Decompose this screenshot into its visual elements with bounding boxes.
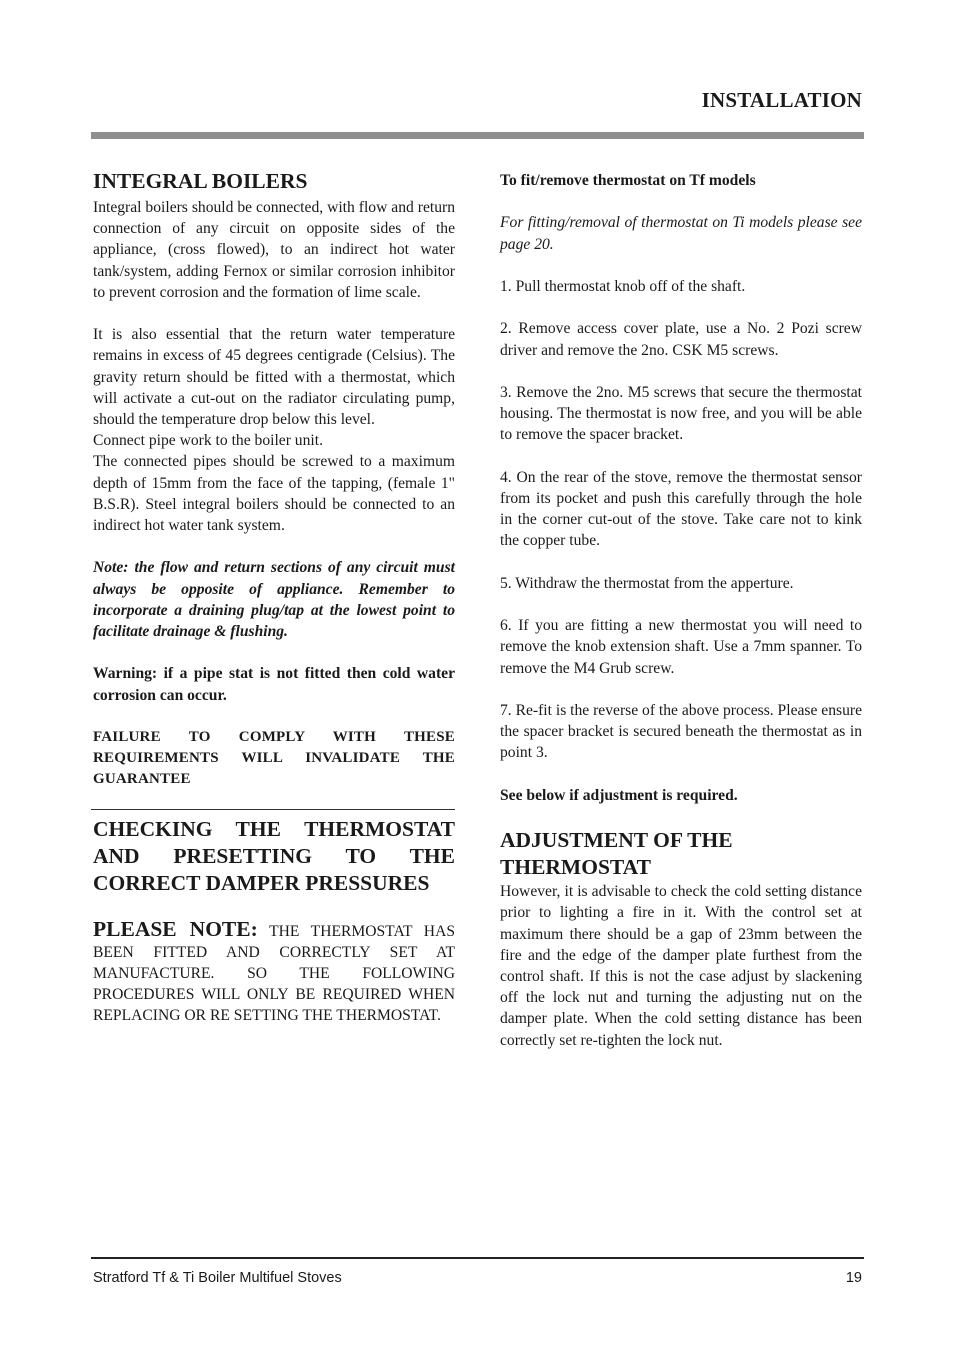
step-4: 4. On the rear of the stove, remove the thermostat sensor from its pocket and push this carefully through the hole in the corner cut-out of the stove. Take care not to kink the copper tube. xyxy=(500,468,862,550)
page-number: 19 xyxy=(845,1270,862,1286)
header-rule xyxy=(91,132,864,139)
integral-paragraph-1: Integral boilers should be connected, with flow and return connection of any circuit on opposite sides of the appliance, (cross flowed), to an indirect hot water tank/system, adding Fernox or similar corrosion inhibitor to prevent corrosion and the formation of lime scale. xyxy=(93,199,455,301)
adjustment-heading-line-1: ADJUSTMENT OF THE xyxy=(500,828,733,853)
adjustment-heading-line-2: THERMOSTAT xyxy=(500,855,651,880)
integral-paragraph-4: The connected pipes should be screwed to a maximum depth of 15mm from the face of the tapping, (female 1" B.S.R). Steel integral boilers should be connected to an indirect hot water tank system. xyxy=(93,453,455,535)
step-6: 6. If you are fitting a new thermostat you will need to remove the knob extension shaft. Use a 7mm spanner. To remove the M4 Grub screw. xyxy=(500,617,862,677)
fit-remove-heading: To fit/remove thermostat on Tf models xyxy=(500,172,756,189)
integral-boilers-heading: INTEGRAL BOILERS xyxy=(93,169,308,193)
see-below-note: See below if adjustment is required. xyxy=(500,786,738,804)
guarantee-warning: FAILURE TO COMPLY WITH THESE REQUIREMENTS WILL INVALIDATE THE GUARANTEE xyxy=(93,729,455,788)
please-note-label: PLEASE NOTE: xyxy=(93,916,258,941)
please-note-paragraph xyxy=(93,916,455,1026)
step-5: 5. Withdraw the thermostat from the apperture. xyxy=(500,574,794,592)
step-1: 1. Pull thermostat knob off of the shaft. xyxy=(500,277,746,295)
left-column xyxy=(93,168,455,1026)
adjustment-paragraph: However, it is advisable to check the cold setting distance prior to lighting a fire in it. With the control set at maximum there should be a gap of 23mm between the fire and the edge of the damper plate furthest from the control shaft. If this is not the case adjust by slackening off the lock nut and turning the adjusting nut on the damper plate. When the cold setting distance has been correctly set re-tighten the lock nut. xyxy=(500,883,862,1049)
step-2: 2. Remove access cover plate, use a No. 2 Pozi screw driver and remove the 2no. CSK M5 screws. xyxy=(500,320,862,359)
page-section-title: INSTALLATION xyxy=(701,88,862,112)
please-note-text: THE THERMOSTAT HAS BEEN FITTED AND CORRECTLY SET AT MANUFACTURE. SO THE FOLLOWING PROCEDURES WILL ONLY BE REQUIRED WHEN REPLACING OR RE SETTING THE THERMOSTAT. xyxy=(93,922,455,1024)
step-7: 7. Re-fit is the reverse of the above process. Please ensure the spacer bracket is secured beneath the thermostat as in point 3. xyxy=(500,701,862,762)
footer-rule xyxy=(91,1257,864,1259)
footer-document-title: Stratford Tf & Ti Boiler Multifuel Stoves xyxy=(93,1270,342,1286)
pipe-stat-warning: Warning: if a pipe stat is not fitted then cold water corrosion can occur. xyxy=(93,665,455,704)
integral-paragraph-3: Connect pipe work to the boiler unit. xyxy=(93,432,323,450)
right-column xyxy=(500,168,862,1051)
flow-return-note: Note: the flow and return sections of any circuit must always be opposite of appliance. Remember to incorporate a draining plug/tap at the lowest point to facilitate drainage & flushing. xyxy=(93,559,455,641)
ti-models-note: For fitting/removal of thermostat on Ti models please see page 20. xyxy=(500,214,862,253)
integral-paragraph-2: It is also essential that the return water temperature remains in excess of 45 degrees centigrade (Celsius). The gravity return should be fitted with a thermostat, which will activate a cut-out on the radiator circulating pump, should the temperature drop below this level. xyxy=(93,326,455,429)
checking-thermostat-heading: CHECKING THE THERMOSTAT AND PRESETTING TO THE CORRECT DAMPER PRESSURES xyxy=(93,816,455,895)
section-divider xyxy=(91,809,455,810)
step-3: 3. Remove the 2no. M5 screws that secure the thermostat housing. The thermostat is now free, and you will be able to remove the spacer bracket. xyxy=(500,383,862,444)
